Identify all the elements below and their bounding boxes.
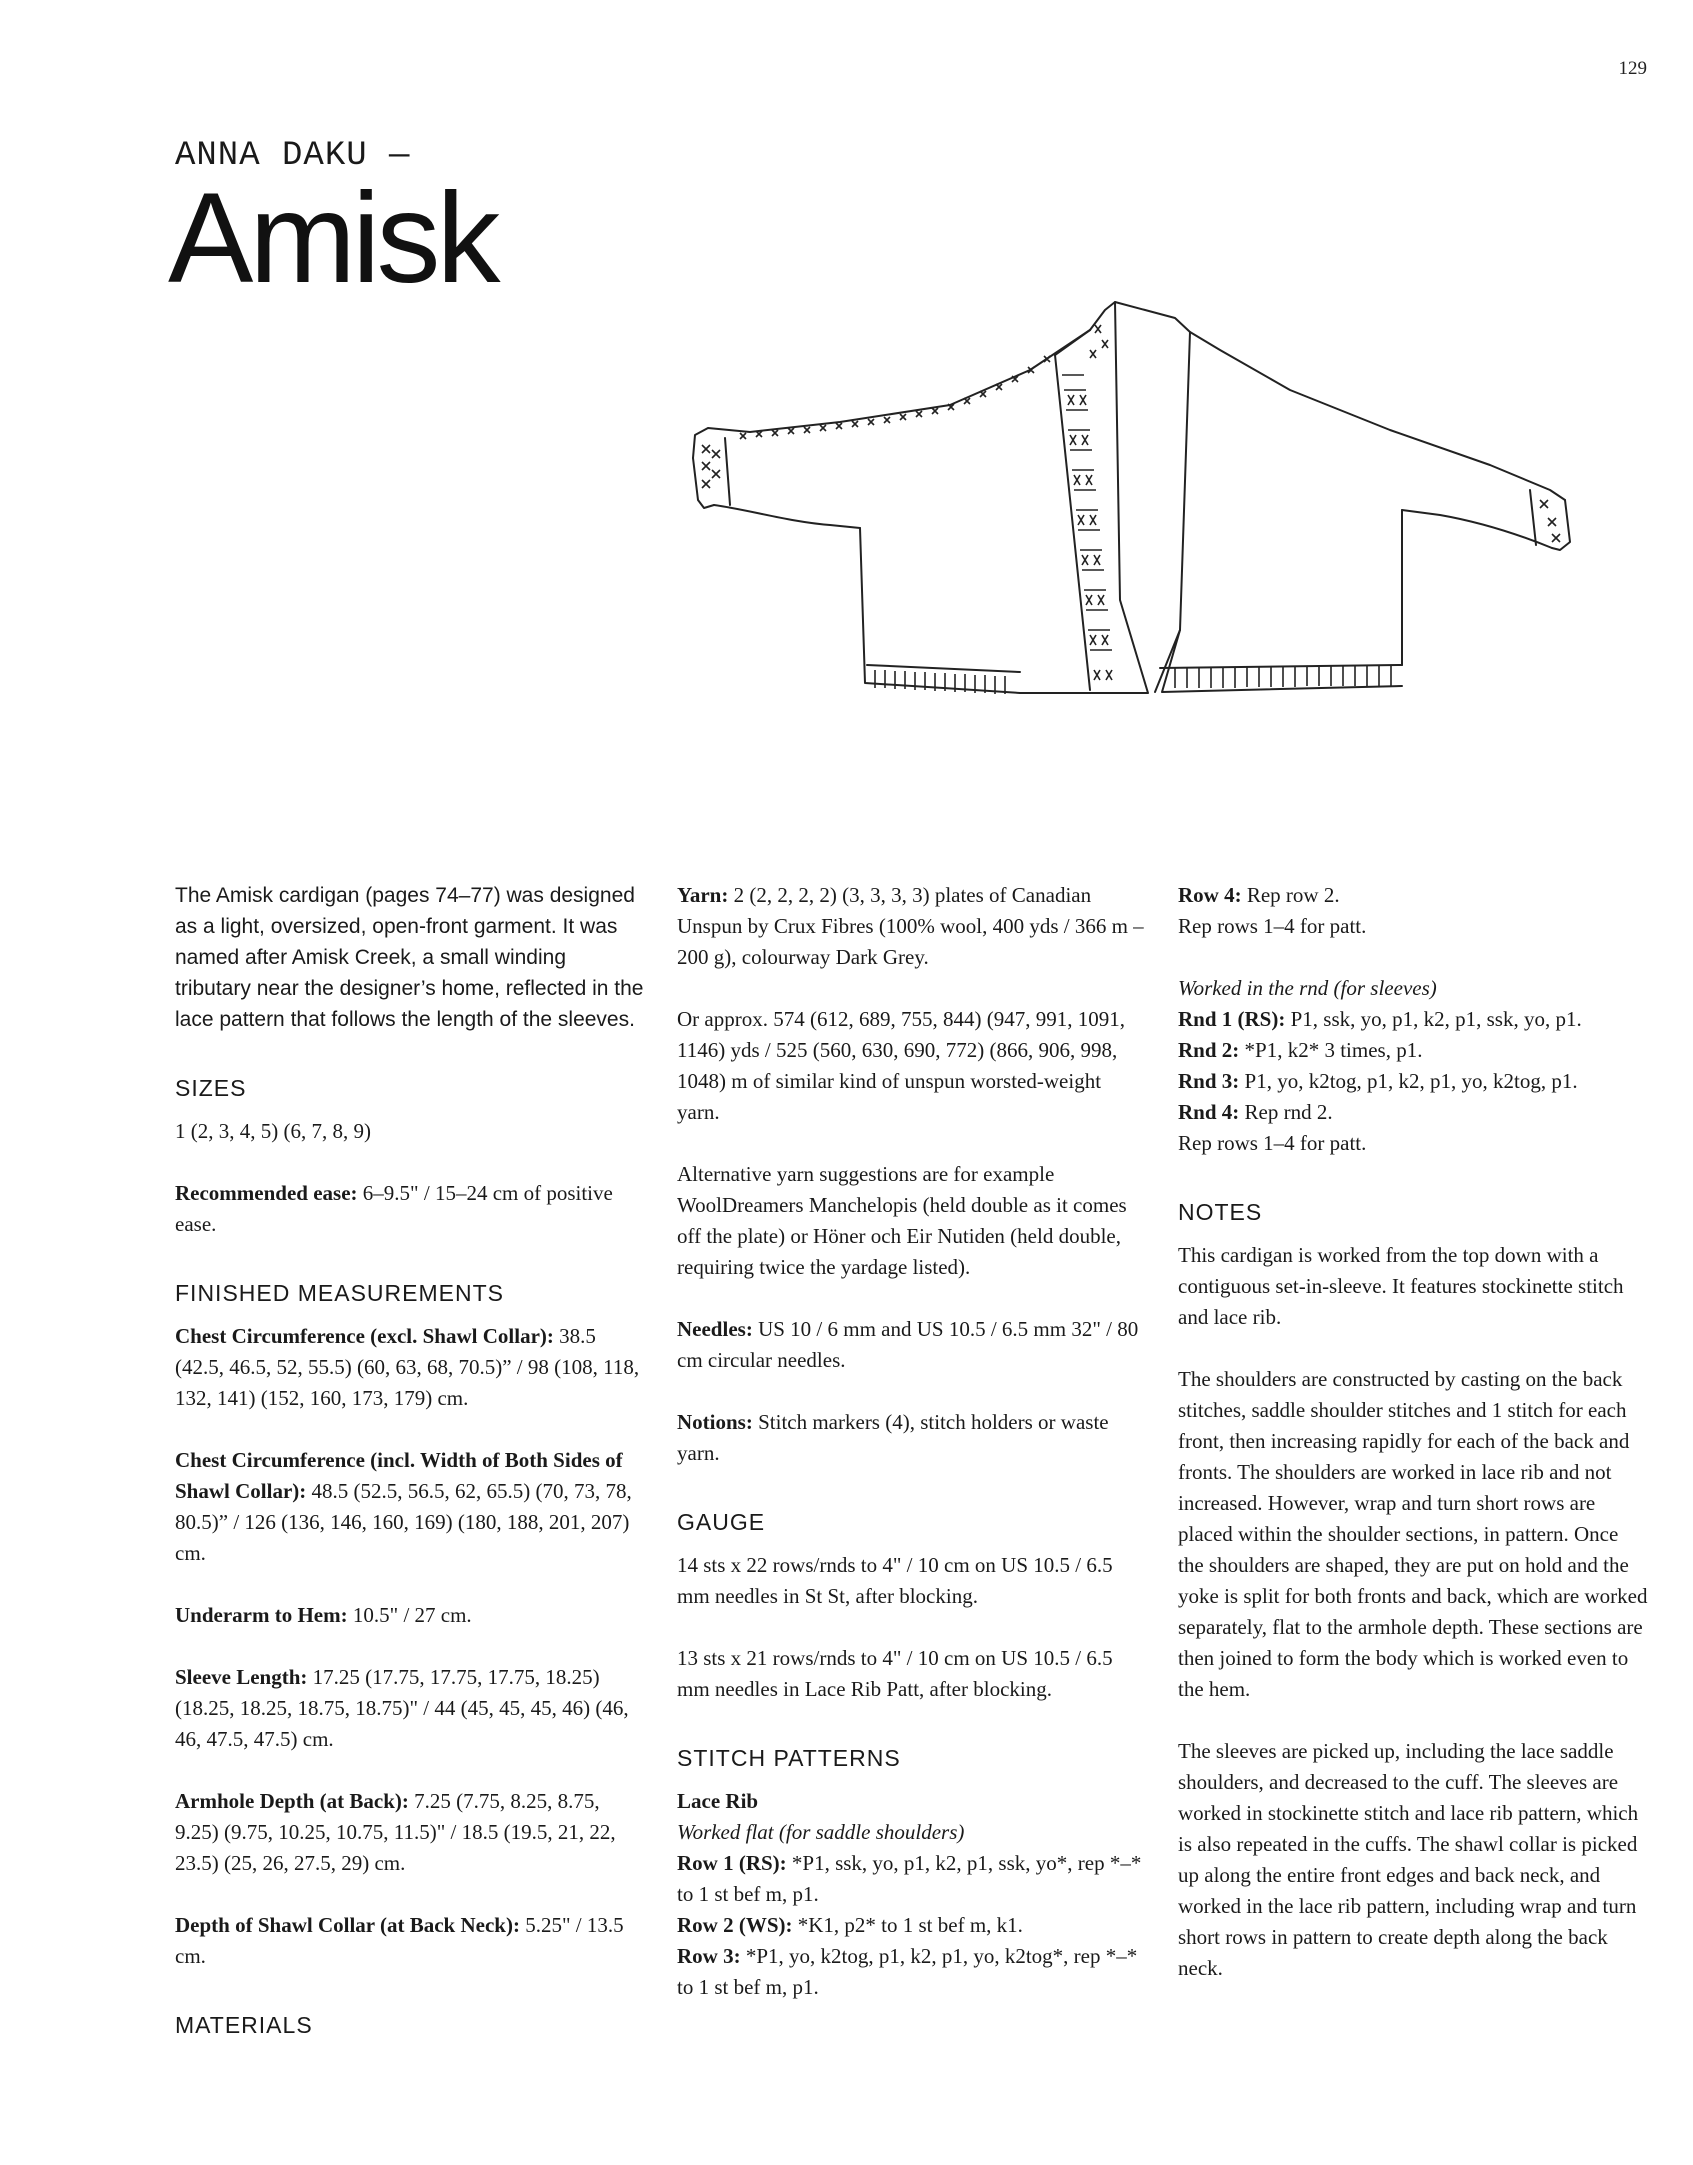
pattern-row: Row 4: Rep row 2. [1178,883,1340,907]
measurement-item: Underarm to Hem: 10.5" / 27 cm. [175,1603,472,1627]
measurement-item: Chest Circumference (excl. Shawl Collar): 38.5 (42.5, 46.5, 52, 55.5) (60, 63, 68, 70.5)” / 98 (108, 118, 132, 141) (152, 160, 173, 179) cm. [175,1324,640,1410]
measurement-item: Sleeve Length: 17.25 (17.75, 17.75, 17.75, 18.25) (18.25, 18.25, 18.75, 18.75)" / 44 (45, 45, 45, 46) (46, 46, 47.5, 47.5) cm. [175,1665,629,1751]
column-3 [1178,880,1648,2015]
recommended-ease: Recommended ease: 6–9.5" / 15–24 cm of positive ease. [175,1181,613,1236]
stitch-patterns-heading: STITCH PATTERNS [677,1745,901,1771]
notes-heading: NOTES [1178,1199,1263,1225]
finished-measurements-heading: FINISHED MEASUREMENTS [175,1280,504,1306]
materials-heading: MATERIALS [175,2012,313,2038]
yarn-approx: Or approx. 574 (612, 689, 755, 844) (947, 991, 1091, 1146) yds / 525 (560, 630, 690, 772) (866, 906, 998, 1048) m of similar kind of unspun worsted-weight yarn. [677,1007,1125,1124]
notes-paragraph: The sleeves are picked up, including the lace saddle shoulders, and decreased to the cuff. The sleeves are worked in stockinette stitch and lace rib pattern, which is also repeated in the cuffs. The shawl collar is picked up along the entire front edges and back neck, and worked in the lace rib pattern, including wrap and turn short rows in pattern to create depth along the back neck. [1178,1739,1639,1980]
gauge-lace: 13 sts x 21 rows/rnds to 4" / 10 cm on US 10.5 / 6.5 mm needles in Lace Rib Patt, after blocking. [677,1646,1113,1701]
pattern-rnd: Rnd 3: P1, yo, k2tog, p1, k2, p1, yo, k2tog, p1. [1178,1069,1578,1093]
lace-rib-name: Lace Rib [677,1789,759,1813]
measurement-item: Depth of Shawl Collar (at Back Neck): 5.25" / 13.5 cm. [175,1913,624,1968]
pattern-rnd: Rnd 2: *P1, k2* 3 times, p1. [1178,1038,1423,1062]
designer-name: ANNA DAKU — [175,137,411,175]
notes-paragraph: The shoulders are constructed by casting on the back stitches, saddle shoulder stitches and 1 stitch for each front, then increasing rapidly for each of the back and fronts. The shoulders are worked in lace rib and not increased. However, wrap and turn short rows are placed within the shoulder sections, in pattern. Once the shoulders are shaped, they are put on hold and the yoke is split for both fronts and back, which are worked separately, flat to the armhole depth. These sections are then joined to form the body which is worked even to the hem. [1178,1367,1648,1701]
notes-paragraph: This cardigan is worked from the top down with a contiguous set-in-sleeve. It features stockinette stitch and lace rib. [1178,1243,1624,1329]
yarn: Yarn: 2 (2, 2, 2, 2) (3, 3, 3, 3) plates of Canadian Unspun by Crux Fibres (100% wool, 400 yds / 366 m – 200 g), colourway Dark Grey. [677,883,1144,969]
cardigan-illustration [690,300,1620,720]
intro-paragraph: The Amisk cardigan (pages 74–77) was designed as a light, oversized, open-front garment. It was named after Amisk Creek, a small winding tributary near the designer’s home, reflected in the lace pattern that follows the length of the sleeves. [175,884,644,1031]
yarn-alternative: Alternative yarn suggestions are for example WoolDreamers Manchelopis (held double as it comes off the plate) or Höner och Eir Nutiden (held double, requiring twice the yardage listed). [677,1162,1127,1279]
worked-rnd-label: Worked in the rnd (for sleeves) [1178,976,1437,1000]
pattern-rnd: Rnd 4: Rep rnd 2. [1178,1100,1333,1124]
measurement-item: Chest Circumference (incl. Width of Both Sides of Shawl Collar): 48.5 (52.5, 56.5, 62, 65.5) (70, 73, 78, 80.5)” / 126 (136, 146, 160, 169) (180, 188, 201, 207) cm. [175,1448,632,1565]
page-number: 129 [1618,58,1647,79]
gauge-stst: 14 sts x 22 rows/rnds to 4" / 10 cm on US 10.5 / 6.5 mm needles in St St, after blocking. [677,1553,1113,1608]
column-2 [677,880,1147,2003]
pattern-row: Row 2 (WS): *K1, p2* to 1 st bef m, k1. [677,1913,1023,1937]
pattern-rnd: Rnd 1 (RS): P1, ssk, yo, p1, k2, p1, ssk, yo, p1. [1178,1007,1582,1031]
worked-flat-label: Worked flat (for saddle shoulders) [677,1820,965,1844]
measurement-item: Armhole Depth (at Back): 7.25 (7.75, 8.25, 8.75, 9.25) (9.75, 10.25, 10.75, 11.5)" / 18.5 (19.5, 21, 22, 23.5) (25, 26, 27.5, 29) cm. [175,1789,616,1875]
rnd-repeat: Rep rows 1–4 for patt. [1178,1131,1367,1155]
needles: Needles: US 10 / 6 mm and US 10.5 / 6.5 mm 32" / 80 cm circular needles. [677,1317,1139,1372]
gauge-heading: GAUGE [677,1509,766,1535]
sizes-heading: SIZES [175,1075,247,1101]
column-1 [175,880,645,2053]
pattern-row: Row 3: *P1, yo, k2tog, p1, k2, p1, yo, k2tog*, rep *–* to 1 st bef m, p1. [677,1944,1138,1999]
pattern-title: Amisk [168,167,497,310]
flat-repeat: Rep rows 1–4 for patt. [1178,914,1367,938]
sizes-values: 1 (2, 3, 4, 5) (6, 7, 8, 9) [175,1119,371,1143]
pattern-row: Row 1 (RS): *P1, ssk, yo, p1, k2, p1, ssk, yo*, rep *–* to 1 st bef m, p1. [677,1851,1142,1906]
notions: Notions: Stitch markers (4), stitch holders or waste yarn. [677,1410,1109,1465]
